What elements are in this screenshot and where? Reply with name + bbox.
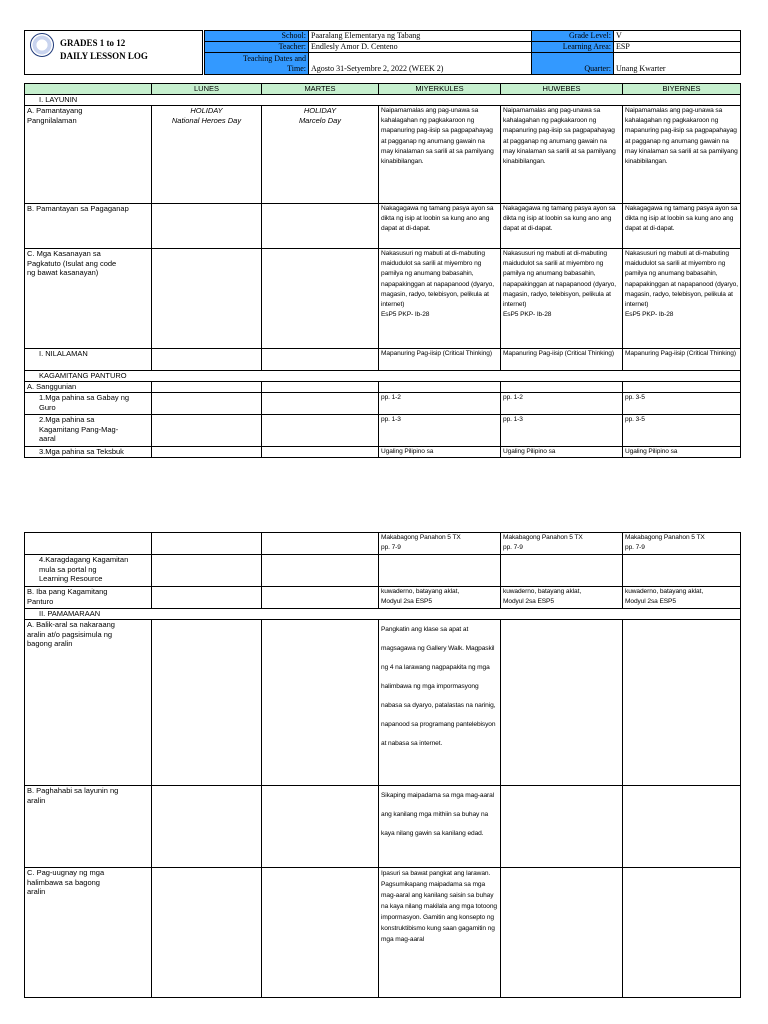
pagaganap-biyernes: Nakagagawa ng tamang pasya ayon sa dikta ng isip at loobin sa kung ano ang dapat at di-dapat. bbox=[623, 204, 741, 249]
table-row bbox=[25, 587, 741, 609]
teksbuk-label: 3.Mga pahina sa Teksbuk bbox=[25, 447, 152, 458]
quarter-label: Quarter: bbox=[532, 53, 614, 75]
teksbuk-cont-biyernes: Makabagong Panahon 5 TX pp. 7-9 bbox=[623, 533, 741, 555]
table-row bbox=[25, 415, 741, 447]
day-biyernes: BIYERNES bbox=[623, 84, 741, 95]
pagaganap-miyerkules: Nakagagawa ng tamang pasya ayon sa dikta ng isip at loobin sa kung ano ang dapat at di-dapat. bbox=[379, 204, 501, 249]
empty-cell bbox=[152, 620, 262, 786]
grade-value: V bbox=[614, 31, 741, 42]
pag-uugnay-miyerkules: Ipasuri sa bawat pangkat ang larawan. Pagsumikapang maipadama sa mga mag-aaral ang kanilang saisin sa buhay na kaya nilang makilala ang mga totoong impormasyon. Gamitin ang konsepto ng konstruktibismo kung saan gagamitin ng mga mag-aaral bbox=[379, 868, 501, 998]
day-lunes: LUNES bbox=[152, 84, 262, 95]
table-row bbox=[25, 555, 741, 587]
empty-cell bbox=[623, 786, 741, 868]
iba-miyerkules: kuwaderno, batayang aklat, Modyul 2sa ESP5 bbox=[379, 587, 501, 609]
table-row bbox=[25, 868, 741, 998]
gabay-label: 1.Mga pahina sa Gabay ng Guro bbox=[25, 393, 152, 415]
balik-aral-label: A. Balik-aral sa nakaraang aralin at/o pagsisimula ng bagong aralin bbox=[25, 620, 152, 786]
empty-cell bbox=[152, 382, 262, 393]
teksbuk-miyerkules: Ugaling Pilipino sa bbox=[379, 447, 501, 458]
empty-cell bbox=[262, 533, 379, 555]
pamantayang-biyernes: Naipamamalas ang pag-unawa sa kahalagahan ng pagkakaroon ng mapanuring pag-iisip sa pagpapahayag at pagganap ng anumang gawain na may kinalaman sa sarili at sa pamilyang kinabibilangan. bbox=[623, 106, 741, 204]
table-row bbox=[25, 786, 741, 868]
empty-cell bbox=[152, 533, 262, 555]
kasanayan-huwebes: Nakasusuri ng mabuti at di-mabuting maidudulot sa sarili at miyembro ng pamilya ng anumang babasahin, napapakinggan at napapanood (dyaryo, magasin, radyo, telebisyon, pelikula at internet) EsP5 PKP- Ib-28 bbox=[501, 249, 623, 349]
sanggunian-label: A. Sanggunian bbox=[25, 382, 152, 393]
empty-cell bbox=[262, 620, 379, 786]
table-row bbox=[25, 371, 741, 382]
nilalaman-label: I. NILALAMAN bbox=[25, 349, 152, 371]
gabay-miyerkules: pp. 1-2 bbox=[379, 393, 501, 415]
table-row bbox=[25, 393, 741, 415]
empty-cell bbox=[152, 249, 262, 349]
area-value: ESP bbox=[614, 42, 741, 53]
empty-cell bbox=[262, 587, 379, 609]
empty-cell bbox=[152, 393, 262, 415]
empty-cell bbox=[152, 786, 262, 868]
kagamitan-mag-miyerkules: pp. 1-3 bbox=[379, 415, 501, 447]
iba-label: B. Iba pang Kagamitang Panturo bbox=[25, 587, 152, 609]
table-row bbox=[25, 533, 741, 555]
empty-cell bbox=[262, 382, 379, 393]
layunin-section-row bbox=[25, 95, 741, 106]
nilalaman-miyerkules: Mapanuring Pag-iisip (Critical Thinking) bbox=[379, 349, 501, 371]
table-row bbox=[25, 249, 741, 349]
day-huwebes: HUWEBES bbox=[501, 84, 623, 95]
school-value: Paaralang Elementarya ng Tabang bbox=[309, 31, 532, 42]
lesson-table-page2 bbox=[24, 532, 741, 998]
holiday-lunes: HOLIDAY National Heroes Day bbox=[152, 106, 262, 204]
area-label: Learning Area: bbox=[532, 42, 614, 53]
balik-aral-miyerkules: Pangkatin ang klase sa apat at magsagawa ng Gallery Walk. Magpaskil ng 4 na larawang nagpapakita ng mga halimbawa ng mga impormasyong nabasa sa dyaryo, patalastas na narinig, napanood sa programang pantelebisyon at nabasa sa internet. bbox=[379, 620, 501, 786]
empty-cell bbox=[152, 587, 262, 609]
dates-label: Teaching Dates and Time: bbox=[205, 53, 309, 75]
empty-cell bbox=[501, 868, 623, 998]
empty-cell bbox=[152, 349, 262, 371]
day-header-row bbox=[25, 84, 741, 95]
empty-cell bbox=[501, 382, 623, 393]
lesson-table-page1 bbox=[24, 83, 741, 458]
pamantayang-huwebes: Naipamamalas ang pag-unawa sa kahalagahan ng pagkakaroon ng mapanuring pag-iisip sa pagpapahayag at pagganap ng anumang gawain na may kinalaman sa sarili at sa pamilyang kinabibilangan. bbox=[501, 106, 623, 204]
kagamitan-mag-biyernes: pp. 3-5 bbox=[623, 415, 741, 447]
karagdagang-label: 4.Karagdagang Kagamitan mula sa portal ng Learning Resource bbox=[25, 555, 152, 587]
empty-cell bbox=[623, 555, 741, 587]
empty-cell bbox=[152, 447, 262, 458]
header-info-table bbox=[204, 30, 741, 75]
paghahabi-label: B. Paghahabi sa layunin ng aralin bbox=[25, 786, 152, 868]
table-row bbox=[25, 204, 741, 249]
empty-cell bbox=[501, 786, 623, 868]
gabay-biyernes: pp. 3-5 bbox=[623, 393, 741, 415]
kagamitan-mag-huwebes: pp. 1-3 bbox=[501, 415, 623, 447]
empty-cell bbox=[379, 555, 501, 587]
dates-value: Agosto 31-Setyembre 2, 2022 (WEEK 2) bbox=[309, 53, 532, 75]
empty-cell bbox=[262, 415, 379, 447]
empty-cell bbox=[152, 555, 262, 587]
empty-cell bbox=[262, 249, 379, 349]
iba-huwebes: kuwaderno, batayang aklat, Modyul 2sa ESP5 bbox=[501, 587, 623, 609]
day-martes: MARTES bbox=[262, 84, 379, 95]
teksbuk-cont-huwebes: Makabagong Panahon 5 TX pp. 7-9 bbox=[501, 533, 623, 555]
teacher-label: Teacher: bbox=[205, 42, 309, 53]
empty-cell bbox=[623, 620, 741, 786]
table-row bbox=[25, 609, 741, 620]
table-row bbox=[25, 349, 741, 371]
pamantayang-label: A. Pamantayang Pangnilalaman bbox=[25, 106, 152, 204]
kagamitan-mag-label: 2.Mga pahina sa Kagamitang Pang-Mag- aaral bbox=[25, 415, 152, 447]
table-row bbox=[25, 106, 741, 204]
pamamaraan-heading: II. PAMAMARAAN bbox=[25, 609, 741, 620]
kasanayan-label: C. Mga Kasanayan sa Pagkatuto (Isulat ang code ng bawat kasanayan) bbox=[25, 249, 152, 349]
empty-cell bbox=[262, 786, 379, 868]
layunin-heading: I. LAYUNIN bbox=[25, 95, 741, 106]
empty-cell bbox=[262, 555, 379, 587]
empty-cell bbox=[25, 533, 152, 555]
kasanayan-biyernes: Nakasusuri ng mabuti at di-mabuting maidudulot sa sarili at miyembro ng pamilya ng anumang babasahin, napapakinggan at napapanood (dyaryo, magasin, radyo, telebisyon, pelikula at internet) EsP5 PKP- Ib-28 bbox=[623, 249, 741, 349]
quarter-value: Unang Kwarter bbox=[614, 53, 741, 75]
empty-cell bbox=[623, 382, 741, 393]
empty-cell bbox=[501, 555, 623, 587]
teksbuk-cont-miyerkules: Makabagong Panahon 5 TX pp. 7-9 bbox=[379, 533, 501, 555]
empty-header-cell bbox=[25, 84, 152, 95]
table-row bbox=[25, 382, 741, 393]
pag-uugnay-label: C. Pag-uugnay ng mga halimbawa sa bagong aralin bbox=[25, 868, 152, 998]
nilalaman-huwebes: Mapanuring Pag-iisip (Critical Thinking) bbox=[501, 349, 623, 371]
title-line2: DAILY LESSON LOG bbox=[60, 51, 148, 61]
empty-cell bbox=[262, 204, 379, 249]
table-row bbox=[25, 447, 741, 458]
teacher-value: Endlesly Amor D. Centeno bbox=[309, 42, 532, 53]
empty-cell bbox=[501, 620, 623, 786]
empty-cell bbox=[262, 868, 379, 998]
empty-cell bbox=[152, 868, 262, 998]
school-label: School: bbox=[205, 31, 309, 42]
empty-cell bbox=[262, 393, 379, 415]
gabay-huwebes: pp. 1-2 bbox=[501, 393, 623, 415]
empty-cell bbox=[152, 415, 262, 447]
empty-cell bbox=[379, 382, 501, 393]
iba-biyernes: kuwaderno, batayang aklat, Modyul 2sa ESP5 bbox=[623, 587, 741, 609]
teksbuk-huwebes: Ugaling Pilipino sa bbox=[501, 447, 623, 458]
teksbuk-biyernes: Ugaling Pilipino sa bbox=[623, 447, 741, 458]
paghahabi-miyerkules: Sikaping maipadama sa mga mag-aaral ang kanilang mga mithiin sa buhay na kaya nilang gawin sa kanilang edad. bbox=[379, 786, 501, 868]
kasanayan-miyerkules: Nakasusuri ng mabuti at di-mabuting maidudulot sa sarili at miyembro ng pamilya ng anumang babasahin, napapakinggan at napapanood (dyaryo, magasin, radyo, telebisyon, pelikula at internet) EsP5 PKP- Ib-28 bbox=[379, 249, 501, 349]
table-row bbox=[25, 620, 741, 786]
pamantayang-miyerkules: Naipamamalas ang pag-unawa sa kahalagahan ng pagkakaroon ng mapanuring pag-iisip sa pagpapahayag at pagganap ng anumang gawain na may kinalaman sa sarili at sa pamilyang kinabibilangan. bbox=[379, 106, 501, 204]
deped-seal-icon bbox=[30, 33, 54, 57]
day-miyerkules: MIYERKULES bbox=[379, 84, 501, 95]
grade-label: Grade Level: bbox=[532, 31, 614, 42]
nilalaman-biyernes: Mapanuring Pag-iisip (Critical Thinking) bbox=[623, 349, 741, 371]
pagaganap-label: B. Pamantayan sa Pagaganap bbox=[25, 204, 152, 249]
pagaganap-huwebes: Nakagagawa ng tamang pasya ayon sa dikta ng isip at loobin sa kung ano ang dapat at di-dapat. bbox=[501, 204, 623, 249]
empty-cell bbox=[152, 204, 262, 249]
empty-cell bbox=[262, 349, 379, 371]
kagamitan-heading: KAGAMITANG PANTURO bbox=[25, 371, 741, 382]
empty-cell bbox=[262, 447, 379, 458]
empty-cell bbox=[623, 868, 741, 998]
holiday-martes: HOLIDAY Marcelo Day bbox=[262, 106, 379, 204]
title-line1: GRADES 1 to 12 bbox=[60, 38, 126, 48]
